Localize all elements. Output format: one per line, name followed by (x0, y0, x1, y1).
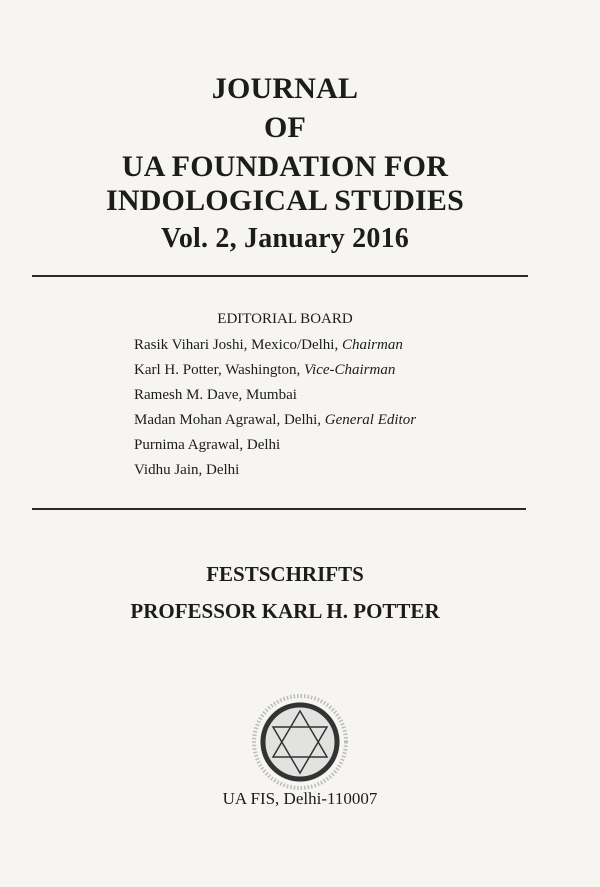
bottom-divider (32, 508, 526, 510)
member-name: Ramesh M. Dave, Mumbai (134, 387, 297, 403)
journal-title-line-2: OF (263, 111, 307, 144)
six-pointed-star-emblem-icon (252, 694, 348, 790)
editorial-board-heading: EDITORIAL BOARD (217, 311, 353, 327)
editorial-board-list (134, 333, 416, 483)
top-divider (32, 275, 528, 277)
board-member (134, 383, 416, 408)
journal-title-line-3: UA FOUNDATION FOR (121, 150, 449, 183)
member-name: Purnima Agrawal, Delhi (134, 437, 281, 453)
festschrift-honoree: PROFESSOR KARL H. POTTER (130, 599, 440, 623)
member-role: Vice-Chairman (303, 362, 396, 378)
journal-title-line-1: JOURNAL (211, 72, 359, 105)
festschrift-heading: FESTSCHRIFTS (206, 562, 364, 586)
board-member (134, 458, 416, 483)
publisher-line: UA FIS, Delhi-110007 (222, 789, 378, 808)
board-member (134, 333, 416, 358)
member-role: Chairman (341, 337, 403, 353)
board-member (134, 358, 416, 383)
member-name: Vidhu Jain, Delhi (134, 462, 240, 478)
journal-title-line-4: INDOLOGICAL STUDIES (105, 184, 465, 217)
member-name: Karl H. Potter, Washington, (134, 362, 304, 378)
member-role: General Editor (324, 412, 417, 428)
board-member (134, 433, 416, 458)
member-name: Madan Mohan Agrawal, Delhi, (134, 412, 325, 428)
volume-line: Vol. 2, January 2016 (160, 223, 409, 254)
board-member (134, 408, 416, 433)
member-name: Rasik Vihari Joshi, Mexico/Delhi, (134, 337, 342, 353)
